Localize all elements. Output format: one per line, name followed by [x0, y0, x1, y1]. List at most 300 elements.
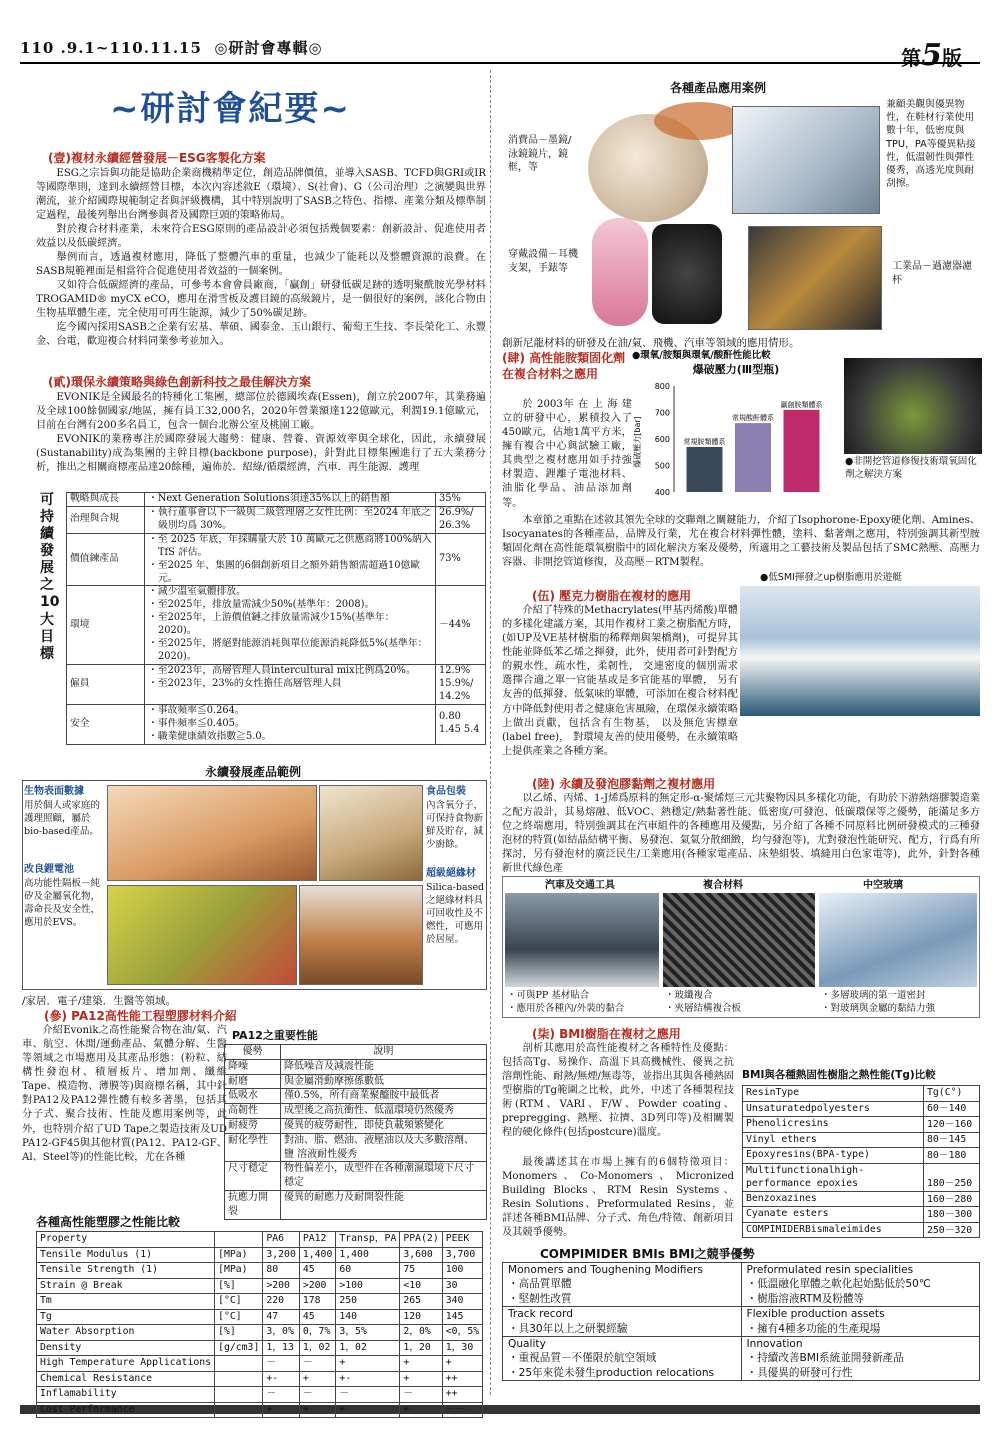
bio-text: 用於個人或家庭的護理照顧，屬於bio-based產品。 — [24, 799, 101, 838]
goal-item-text: 至2025年，將絕對能源消耗與單位能源消耗降低5%(基準年：2020)。 — [157, 638, 428, 663]
props-header-cell — [215, 1232, 263, 1248]
chart-svg — [632, 380, 840, 502]
ev-example — [24, 863, 100, 929]
goal-items — [145, 704, 436, 744]
comp-cell-item: ・具30年以上之研製經驗 — [508, 1322, 628, 1335]
bmi-title: BMI與各種熱固性樹脂之熱性能(Tg)比較 — [742, 1069, 936, 1081]
comp-cell-heading: Track record — [508, 1308, 573, 1321]
props-cell: Strain @ Break — [37, 1278, 215, 1294]
goal-item-text: 至2023年，23%的女性擔任高層管理人員 — [157, 677, 342, 689]
props-cell — [215, 1402, 263, 1418]
comp-cell-item: ・高品質單體 — [508, 1278, 572, 1291]
goal-item: ・事件頻率≦0.405。 — [148, 717, 245, 729]
bmi-resin: Unsaturatedpolyesters — [743, 1101, 924, 1117]
foam-caption: ・多層玻璃的第一道密封 — [821, 990, 926, 1001]
section-6-paragraph: 以乙烯、丙烯、1-J烯爲原料的無定形-α-聚烯烴三元共聚物因具多樣化功能，有助於下游熱熔膠製造業之配方設計，其易熔融、低VOC、熱穩定/熱黏著性能、低密度/可發泡、低碳環保等之優勢，能滿足多方位之終端應用，特別強調其在汽車組件的各種應用及優點，另介紹了各種不同原料比例研發模式的三種發泡材的特質(如結晶結構平衡、易發泡、氣氣分散細緻，均勻發泡等)，尤對發泡性能研究、配方，行爲有所探討，另有發泡材的廣泛民生/工業應用(各種家電產品、床墊組裝、填縫用白色家電等)，此外，針對各種新世代綠色產 — [502, 793, 980, 875]
props-row — [37, 1402, 483, 1418]
props-cell: 30 — [442, 1278, 482, 1294]
section-1-paragraph: 舉例而言，透過複材應用，降低了整體汽車的重量，也減少了能耗以及整體資源的浪費。在SASB規範裡面是相當符合促進使用者效益的一個案例。 — [36, 252, 486, 278]
silica-example — [426, 867, 486, 946]
section-7-heading: (柒) BMI樹脂在複材之應用 — [532, 1027, 681, 1041]
pa12-advantage: 抗應力開裂 — [225, 1190, 281, 1219]
goal-category: 價值鍊產品 — [67, 533, 145, 586]
comp-cell-heading: Innovation — [746, 1338, 803, 1351]
goal-item-text: Next Generation Solutions須達35%以上的銷售額 — [157, 493, 390, 504]
comp-cell-heading: Monomers and Toughening Modifiers — [508, 1264, 703, 1276]
props-cell: + — [336, 1356, 400, 1372]
props-cell: + — [299, 1371, 336, 1387]
section-2-paragraph: EVONIK的業務專注於國際發展大趨勢：健康、營養、資源效率與全球化，因此，永續發展(Sustanability)成為集團的主幹目標(backbone purpose)，針對此目標集團進行了五大業務分析，推出之相關商標產品達20餘種，遍佈於．紹綠/循環經濟，汽車．再生能源．護理 — [36, 433, 486, 473]
food-label: 食品包裝 — [426, 786, 466, 797]
props-row — [37, 1247, 483, 1263]
props-cell: Chemical Resistance — [37, 1371, 215, 1387]
props-cell: － — [263, 1387, 300, 1403]
props-cell: － — [263, 1356, 300, 1372]
comp-cell-item: ・擁有4種多功能的生產現場 — [746, 1322, 881, 1335]
props-table — [36, 1231, 483, 1418]
bmi-header-cell: Tg(C°) — [924, 1086, 980, 1102]
props-cell: － — [299, 1387, 336, 1403]
glass-photo — [819, 893, 977, 987]
props-cell: Density — [37, 1340, 215, 1356]
props-cell: 145 — [442, 1309, 482, 1325]
goal-item-text: 事件頻率≦0.405。 — [157, 717, 245, 729]
goal-row — [67, 704, 486, 744]
bmi-row — [743, 1191, 980, 1207]
bmi-row — [743, 1163, 980, 1191]
pa12-advantage: 耐化學性 — [225, 1133, 281, 1162]
goal-row — [67, 533, 486, 586]
bmi-tg: 180－300 — [924, 1207, 980, 1223]
section-3-heading: (參) PA12高性能工程塑膠材料介紹 — [44, 1009, 237, 1023]
bmi-tg: 80－145 — [924, 1132, 980, 1148]
props-header-cell: PPA(2) — [400, 1232, 442, 1248]
chart-tick-label: 400 — [654, 488, 670, 497]
comp-cell — [503, 1263, 742, 1307]
bmi-resin: COMPIMIDERBismaleimides — [743, 1222, 924, 1238]
pa12-description: 降低噪音及減震性能 — [281, 1059, 487, 1074]
bmi-row — [743, 1207, 980, 1223]
props-cell: Tensile Strength (1) — [37, 1263, 215, 1279]
props-row — [37, 1309, 483, 1325]
goal-row — [67, 586, 486, 665]
battery-photo — [107, 885, 297, 985]
bmi-resin: Benzoxazines — [743, 1191, 924, 1207]
bmi-row — [743, 1222, 980, 1238]
section-1-paragraph: 迄今國內採用SASB之企業有宏基、華碩、國泰金、玉山銀行、葡萄王生技、李長榮化工、永豐金、台電，歡迎複合材料同業參考並加入。 — [36, 322, 486, 348]
goal-row — [67, 506, 486, 533]
silica-label: 超級絕緣材 — [426, 868, 476, 879]
goal-category: 治理與合規 — [67, 506, 145, 533]
bio-label: 生物表面數據 — [24, 786, 84, 797]
pa12-advantage: 尺寸穩定 — [225, 1162, 281, 1191]
chart-tick-label: 700 — [654, 408, 670, 418]
section-1 — [36, 150, 486, 350]
pa12-row — [225, 1118, 487, 1133]
props-row — [37, 1340, 483, 1356]
comp-cell-item: ・具優異的研發可行性 — [746, 1366, 853, 1379]
bmi-row — [743, 1117, 980, 1133]
section-5-paragraph: 介紹了特殊的Methacrylates(甲基丙烯酸)單體的多樣化建議方案，其用作複材工業之樹脂配方時，(如UP及VE基材樹脂的稀釋劑與架橋劑)，可提昇其性能並降低苯乙烯之揮發，此外，使用者可針對配方的親水性，疏水性，柔韌性， 交連密度的個別需求選擇合適之單一官能基或是多官能基的單體， 另有友善的低揮發、低氣味的單體，可添加在複合材料配方中降低對使用者之健康危害風險，在環保永續策略上做出貢獻，包括含有生物基， 以及無危害標章(label free)， 對環境友善的使用優勢，在永續策略上提供產業之各種方案。 — [502, 605, 738, 757]
props-cell: 0，7% — [299, 1325, 336, 1341]
page-title: ~研討會紀要~ — [110, 89, 351, 129]
pa12-row — [225, 1190, 487, 1219]
props-cell: +- — [263, 1371, 300, 1387]
pa12-head: 優勢 — [225, 1045, 281, 1060]
pipe-caption: ●非開挖管道修復技術環氧固化劑之解決方案 — [845, 456, 977, 480]
pa12-advantage: 降噪 — [225, 1059, 281, 1074]
pa12-row — [225, 1162, 487, 1191]
props-cell: [%] — [215, 1278, 263, 1294]
consumer-label: 消費品－墨鏡/泳鏡鏡片，鏡框，等 — [508, 135, 572, 173]
props-cell: 45 — [299, 1309, 336, 1325]
goal-item: ・至2025年，排放量需減少50%(基準年：2008)。 — [148, 599, 375, 611]
chart-category-label: 常規胺類體系 — [683, 437, 726, 446]
props-cell: Tg — [37, 1309, 215, 1325]
pa12-description: 對油、脂、燃油、液壓油以及大多數溶劑、鹽 溶液耐性優秀 — [281, 1133, 487, 1162]
props-cell: + — [299, 1402, 336, 1418]
edition-number — [901, 35, 962, 76]
goal-category: 戰略與成長 — [67, 493, 145, 507]
props-cell: 1，20 — [400, 1340, 442, 1356]
pa12-row — [225, 1059, 487, 1074]
earphone-photo — [592, 218, 648, 326]
goal-value: －44% — [436, 586, 486, 665]
bmi-tg: 160－280 — [924, 1191, 980, 1207]
chart-category-label: 常規酸酐體系 — [732, 414, 774, 423]
section-name: ◎研討會專輯◎ — [214, 39, 323, 57]
pa12-advantage: 耐疲勞 — [225, 1118, 281, 1133]
props-row — [37, 1294, 483, 1310]
props-cell: ++ — [442, 1387, 482, 1403]
column-divider — [490, 70, 491, 1395]
comp-cell — [741, 1337, 980, 1381]
ev-label: 改良鋰電池 — [24, 864, 74, 875]
goal-item-text: 至 2025 年底，年採購量大於 10 萬歐元之供應商將100%納入TfS 評估。 — [157, 533, 432, 558]
props-cell: <0，5% — [442, 1325, 482, 1341]
goal-item-text: 職業健康績效指數≧5.0。 — [157, 730, 272, 742]
section-6-heading: (陸) 永續及發泡膠黏劑之複材應用 — [532, 777, 716, 791]
section-4-paragraph: 於 2003年 在 上 海 建立的研發中心，累積投入了450歐元，佔地1萬平方米，擁有複合中心與試驗工廠，其典型之複材應用如手持強材製造、鋰離子電池材料、油脂化學品、油品添加劑等。 — [502, 399, 632, 509]
goal-item: ・Next Generation Solutions須達35%以上的銷售額 — [148, 493, 390, 504]
pa12-description: 僅0.5%，所有商業聚醯胺中最低者 — [281, 1089, 487, 1104]
foam-caption: ・應用於各種內/外裝的黏合 — [507, 1003, 625, 1014]
bmi-row — [743, 1132, 980, 1148]
goal-row — [67, 664, 486, 704]
props-cell: 120 — [400, 1309, 442, 1325]
pipe-photo — [844, 358, 982, 454]
goal-item: ・至2023年，23%的女性擔任高層管理人員 — [148, 677, 342, 689]
props-cell: 1，30 — [442, 1340, 482, 1356]
comp-row — [503, 1263, 980, 1307]
bmi-resin: Vinyl ethers — [743, 1132, 924, 1148]
section-1-paragraph: ESG之宗旨與功能是協助企業商機精準定位，創造品牌價值，並導入SASB、TCFD與GRI或IR等國際準則，達到永續經營目標，本次內容述敘E（環境）、S(社會)、G（公司治理）之演變與世界潮流，並介紹國際規範制定者與評級機構，其中特別說明了SASB之特色、指標、產業分類及標準制定過程，最後列舉出台灣參與者及國際巨頭的策略佈局。 — [36, 167, 486, 221]
comp-cell-heading: Flexible production assets — [746, 1308, 885, 1321]
props-row — [37, 1371, 483, 1387]
goal-row — [67, 493, 486, 507]
props-cell: 3,700 — [442, 1247, 482, 1263]
props-cell: + — [263, 1402, 300, 1418]
foam-img-label: 中空玻璃 — [863, 880, 903, 891]
bmi-tg: 60－140 — [924, 1101, 980, 1117]
chart-bar — [687, 447, 723, 492]
edition-suffix: 版 — [942, 46, 962, 70]
props-cell: －－ — [442, 1402, 482, 1418]
section-7-paragraph: 最後講述其在市場上擁有的6個特徵項目：Monomers、Co-Monomers、Micronized Building Blocks、RTM Resin Systems、Resin Solutions、Preformulated Resins，並詳述各種BMI品牌、分子式、角色/特徵、創新項目及其競爭優勢。 — [502, 1157, 734, 1239]
bmi-tg: 80－180 — [924, 1148, 980, 1164]
pa12-description: 優異的耐應力及耐開裂性能 — [281, 1190, 487, 1219]
props-cell: 3，0% — [263, 1325, 300, 1341]
edition-prefix: 第 — [901, 46, 922, 70]
props-cell: [°C] — [215, 1294, 263, 1310]
industrial-label: 工業品－過濾器濾杯 — [892, 261, 972, 286]
props-row — [37, 1325, 483, 1341]
goal-items — [145, 533, 436, 586]
comp-cell — [741, 1263, 980, 1307]
bmi-resin: Phenolicresins — [743, 1117, 924, 1133]
apps-tail: 創新尼龍材料的研發及在油/氣、飛機、汽車等領域的應用情形。 — [502, 337, 800, 349]
apps-title: 各種產品應用案例 — [670, 81, 767, 95]
props-cell: [g/cm3] — [215, 1340, 263, 1356]
props-cell: 1，02 — [299, 1340, 336, 1356]
header-rule — [20, 62, 980, 64]
goal-item: ・至 2025 年底，年採購量大於 10 萬歐元之供應商將100%納入TfS 評估。 — [148, 533, 432, 558]
burst-chart — [632, 350, 840, 502]
goal-item-text: 減少溫室氣體排放。 — [157, 586, 246, 598]
goal-items — [145, 493, 436, 507]
issue-date: 110 .9.1~110.11.15 — [20, 39, 202, 57]
props-cell: 2，0% — [400, 1325, 442, 1341]
chart-ylabel: 爆破壓力[bar] — [633, 416, 642, 468]
chart-tick-label: 600 — [654, 435, 670, 444]
goal-item: ・減少溫室氣體排放。 — [148, 586, 246, 598]
food-text: 內含氧分子，可保持食物新鮮及貯存，減少廚餘。 — [426, 799, 484, 851]
props-cell — [215, 1371, 263, 1387]
chart-bar — [735, 423, 771, 492]
props-cell: 80 — [263, 1263, 300, 1279]
goal-item: ・至2025年，上游價值鏈之排放量需減少15%(基準年：2020)。 — [148, 612, 395, 637]
props-header-row — [37, 1232, 483, 1248]
props-cell: Water Absorption — [37, 1325, 215, 1341]
props-header-cell: PA12 — [299, 1232, 336, 1248]
section-1-paragraph: 對於複合材料產業，未來符合ESG原則的產品設計必須包括幾個要素：創新設計、促進使用者效益以及低碳經濟。 — [36, 223, 486, 249]
watch-photo — [652, 224, 722, 324]
bmi-header-cell: ResinType — [743, 1086, 924, 1102]
comp-cell — [503, 1307, 742, 1337]
shoe-label: 兼顧美觀與優異物性，在鞋材行業使用數十年，低密度與TPU，PA等優異粘接性，低溫韌性與彈性優秀，高透光度與耐刮擦。 — [886, 99, 976, 190]
props-cell: High Temperature Applications — [37, 1356, 215, 1372]
goal-items — [145, 664, 436, 704]
props-row — [37, 1356, 483, 1372]
props-cell: [°C] — [215, 1309, 263, 1325]
bmi-tg: 180－250 — [924, 1163, 980, 1191]
pa12-description: 優異的疲勞耐性，即使負載頻繁變化 — [281, 1118, 487, 1133]
comp-cell-heading: Quality — [508, 1338, 546, 1351]
shoe-photo — [732, 106, 880, 214]
pa12-row — [225, 1133, 487, 1162]
props-cell: Tensile Modulus (1) — [37, 1247, 215, 1263]
props-cell: <10 — [400, 1278, 442, 1294]
props-cell: 1，13 — [263, 1340, 300, 1356]
goal-value: 0.80 1.45 5.4 — [436, 704, 486, 744]
wear-label: 穿戴設備－耳機支架，手錶等 — [508, 249, 578, 274]
comp-row — [503, 1337, 980, 1381]
goal-item-text: 至2025年，排放量需減少50%(基準年：2008)。 — [157, 599, 375, 611]
props-cell: 178 — [299, 1294, 336, 1310]
examples-tail: /家居．電子/建築．生醫等領域。 — [22, 995, 177, 1007]
props-cell: 220 — [263, 1294, 300, 1310]
bmi-row — [743, 1101, 980, 1117]
props-cell: + — [400, 1371, 442, 1387]
props-header-cell: Transp，PA — [336, 1232, 400, 1248]
building-photo — [299, 885, 423, 985]
goal-item: ・至2025年，將絕對能源消耗與單位能源消耗降低5%(基準年：2020)。 — [148, 638, 428, 663]
chart-bar — [784, 410, 820, 492]
yacht-caption: ●低SMI揮發之up樹脂應用於遊艇 — [760, 572, 902, 583]
foam-caption: ・玻纖複合 — [665, 990, 713, 1001]
bmi-tg: 120－160 — [924, 1117, 980, 1133]
props-cell: 100 — [442, 1263, 482, 1279]
props-cell: >200 — [263, 1278, 300, 1294]
goal-value: 12.9% 15.9%/ 14.2% — [436, 664, 486, 704]
bmi-resin: Epoxyresins(BPA-type) — [743, 1148, 924, 1164]
chart-tick-label: 800 — [654, 382, 670, 391]
props-cell: >200 — [299, 1278, 336, 1294]
section-2 — [36, 374, 486, 475]
props-cell: 3，5% — [336, 1325, 400, 1341]
section-3-paragraph: 介紹Evonik之高性能聚合物在油/氣、汽車、航空、休閒/運動產品、氣體分解、生醫等領域之市場應用及其產品形態：(粉粒、結構性發泡材、積層板片、增加劑、纖維Tape、模造物、薄膜等)與商標名稱，其中針對PA12及PA12彈性體有較多著墨，包括其分子式、聚合技術、性能及應用案例等，此外，也特別介紹了UD Tape之製造技術及UD PA12-GF45與其他材質(PA12、PA12-GF、Al、Steel等)的性能比較，尤在各種 — [22, 1025, 227, 1163]
chart-category-label: 贏創胺類體系 — [780, 400, 823, 409]
props-cell: Inflamability — [37, 1387, 215, 1403]
foam-img-label: 汽車及交通工具 — [545, 880, 615, 891]
pa12-head: 說明 — [281, 1045, 487, 1060]
props-cell — [215, 1356, 263, 1372]
chart-tick-label: 500 — [654, 461, 670, 471]
comp-cell-item: ・25年來從未發生production relocations — [508, 1366, 715, 1379]
foam-images — [502, 876, 980, 1018]
edition-digit: 5 — [921, 38, 942, 73]
food-photo — [319, 785, 423, 881]
props-cell — [215, 1387, 263, 1403]
bio-example — [24, 785, 100, 838]
goal-item-text: 執行董事會以下一級與二級管理層之女性比例：至2024 年底之級別均爲 30%。 — [157, 506, 431, 531]
chart-title: ●環氧/胺類與環氧/酸酐性能比較 — [632, 350, 771, 361]
bmi-row — [743, 1148, 980, 1164]
chart-subtitle: 爆破壓力(Ⅲ型瓶) — [692, 362, 780, 376]
comp-cell-heading: Preformulated resin specialities — [746, 1264, 914, 1276]
goal-item: ・事故頻率≦0.264。 — [148, 704, 245, 716]
props-cell: 1,400 — [336, 1247, 400, 1263]
composite-photo — [663, 893, 815, 987]
props-cell: 140 — [336, 1309, 400, 1325]
props-cell: +- — [336, 1371, 400, 1387]
goal-item: ・至2025 年、集團的6個創新項目之額外銷售額需超過10億歐元。 — [148, 559, 421, 584]
goal-value: 73% — [436, 533, 486, 586]
goal-items — [145, 506, 436, 533]
props-cell: － — [336, 1387, 400, 1403]
props-cell: + — [336, 1402, 400, 1418]
comp-cell-item: ・低溫融化單體之軟化起始點低於50℃ — [746, 1278, 931, 1291]
bmi-table — [742, 1085, 980, 1238]
pa12-title: PA12之重要性能 — [232, 1029, 318, 1042]
props-cell: Tm — [37, 1294, 215, 1310]
goal-item-text: 至2025 年、集團的6個創新項目之額外銷售額需超過10億歐元。 — [157, 559, 421, 584]
props-row — [37, 1278, 483, 1294]
props-cell: [MPa) — [215, 1247, 263, 1263]
props-cell: － — [299, 1356, 336, 1372]
child-photo — [107, 785, 317, 881]
section-2-heading: (貳)環保永續策略與綠色創新科技之最佳解決方案 — [48, 375, 311, 389]
foam-caption: ・可與PP 基材貼合 — [507, 990, 590, 1001]
props-cell: [%] — [215, 1325, 263, 1341]
goal-item-text: 事故頻率≦0.264。 — [157, 704, 245, 716]
goal-category: 僱員 — [67, 664, 145, 704]
bmi-header-row — [743, 1086, 980, 1102]
props-row — [37, 1263, 483, 1279]
silica-text: Silica-based之絕緣材料具可回收性及不燃性，可應用於居屋。 — [426, 881, 485, 946]
section-5-heading: (伍) 壓克力樹脂在複材的應用 — [532, 589, 692, 603]
goal-category: 安全 — [67, 704, 145, 744]
props-cell: － — [400, 1387, 442, 1403]
ev-text: 高功能性隔板－純矽及金屬氧化物，壽命長及安全性，應用於EVS。 — [24, 877, 101, 929]
props-cell: 3,600 — [400, 1247, 442, 1263]
props-cell: 1,400 — [299, 1247, 336, 1263]
goal-category: 環境 — [67, 586, 145, 665]
goal-value: 26.9%/ 26.3% — [436, 506, 486, 533]
bmi-resin: Cyanate esters — [743, 1207, 924, 1223]
pa12-row — [225, 1074, 487, 1089]
apps-box — [500, 98, 982, 334]
props-cell: 75 — [400, 1263, 442, 1279]
section-1-paragraph: 又如符合低碳經濟的產品，可參考本會會員廠商，「贏創」研發低碳足跡的透明聚酰胺光學材料TROGAMID® myCX eCO，應用在滑雪板及護目鏡的高級鏡片，是一個很好的案例，該化合物由生物基單體生產，完全使用可再生能源，減少了50%碳足跡。 — [36, 280, 486, 320]
pa12-advantage: 低吸水 — [225, 1089, 281, 1104]
props-cell: 3,200 — [263, 1247, 300, 1263]
comp-cell-item: ・堅韌性改質 — [508, 1292, 572, 1305]
foam-caption: ・對玻璃與金屬的黏結力強 — [821, 1003, 936, 1014]
goals-table — [66, 492, 486, 745]
pa12-table — [224, 1044, 487, 1220]
pa12-description: 與金屬滑動摩擦係數低 — [281, 1074, 487, 1089]
pa12-row — [225, 1089, 487, 1104]
goal-item: ・執行董事會以下一級與二級管理層之女性比例：至2024 年底之級別均爲 30%。 — [148, 506, 431, 531]
props-cell: >100 — [336, 1278, 400, 1294]
pa12-description: 成型後之高抗衝性、低溫環境仍然優秀 — [281, 1104, 487, 1119]
goal-item-text: 至2023年，高層管理人員intercultural mix比例爲20%。 — [157, 664, 416, 676]
props-cell: + — [400, 1402, 442, 1418]
pa12-description: 物性偏差小，成型件在各種潮濕環境下尺寸穩定 — [281, 1162, 487, 1191]
pa12-row — [225, 1104, 487, 1119]
props-cell: 47 — [263, 1309, 300, 1325]
props-header-cell: PEEK — [442, 1232, 482, 1248]
lens-accent — [654, 102, 744, 140]
props-cell: 340 — [442, 1294, 482, 1310]
props-row — [37, 1387, 483, 1403]
food-example — [426, 785, 486, 851]
bmi-tg: 250－320 — [924, 1222, 980, 1238]
section-4-heading: (肆) 高性能胺類固化劑在複合材料之應用 — [502, 351, 626, 382]
comp-cell-item: ・重視品質－不僅限於航空領域 — [508, 1352, 657, 1365]
section-7-paragraph: 剖析其應用於高性能複材之各種特性及優點：包括高Tg、易操作、高溫下具高機械性、優異之抗溶劑性能、耐熱/無煙/無毒等，並指出其與各種熱固型樹脂的Tg範圍之比較，此外，中述了各種製程技術(RTM、VARI、F/W、Powder coating、prepregging、熱壓、拉擠、3D列印等)及相關製程的硬化條件(包括postcure)溫度。 — [502, 1043, 734, 1139]
props-cell: + — [400, 1356, 442, 1372]
bmi-resin: Multifunctionalhigh-performance epoxies — [743, 1163, 924, 1191]
props-cell: 250 — [336, 1294, 400, 1310]
props-cell: ++ — [442, 1371, 482, 1387]
section-1-heading: (壹)複材永續經營發展－ESG客製化方案 — [48, 151, 266, 165]
comp-cell — [503, 1337, 742, 1381]
comp-title: COMPIMIDER BMIs BMI之競爭優勢 — [540, 1247, 755, 1261]
section-4-paragraph-2: 本章節之重點在述敘其領先全球的交聯劑之關鍵能力，介紹了Isophorone-Epoxy硬化劑、Amines、Isocyanates的各種產品，品牌及行業，尤在複合材料彈性體，塗料、黏著劑之應用，特別強調其新型胺類固化劑在高性能環氧樹脂中的固化解決方案及優勢，所適用之工藝技術及製品包括了SMC熱壓、高壓力容器、非開挖管道修復，及高壓－RTM製程。 — [502, 515, 980, 569]
foam-img-label: 複合材料 — [703, 880, 743, 891]
